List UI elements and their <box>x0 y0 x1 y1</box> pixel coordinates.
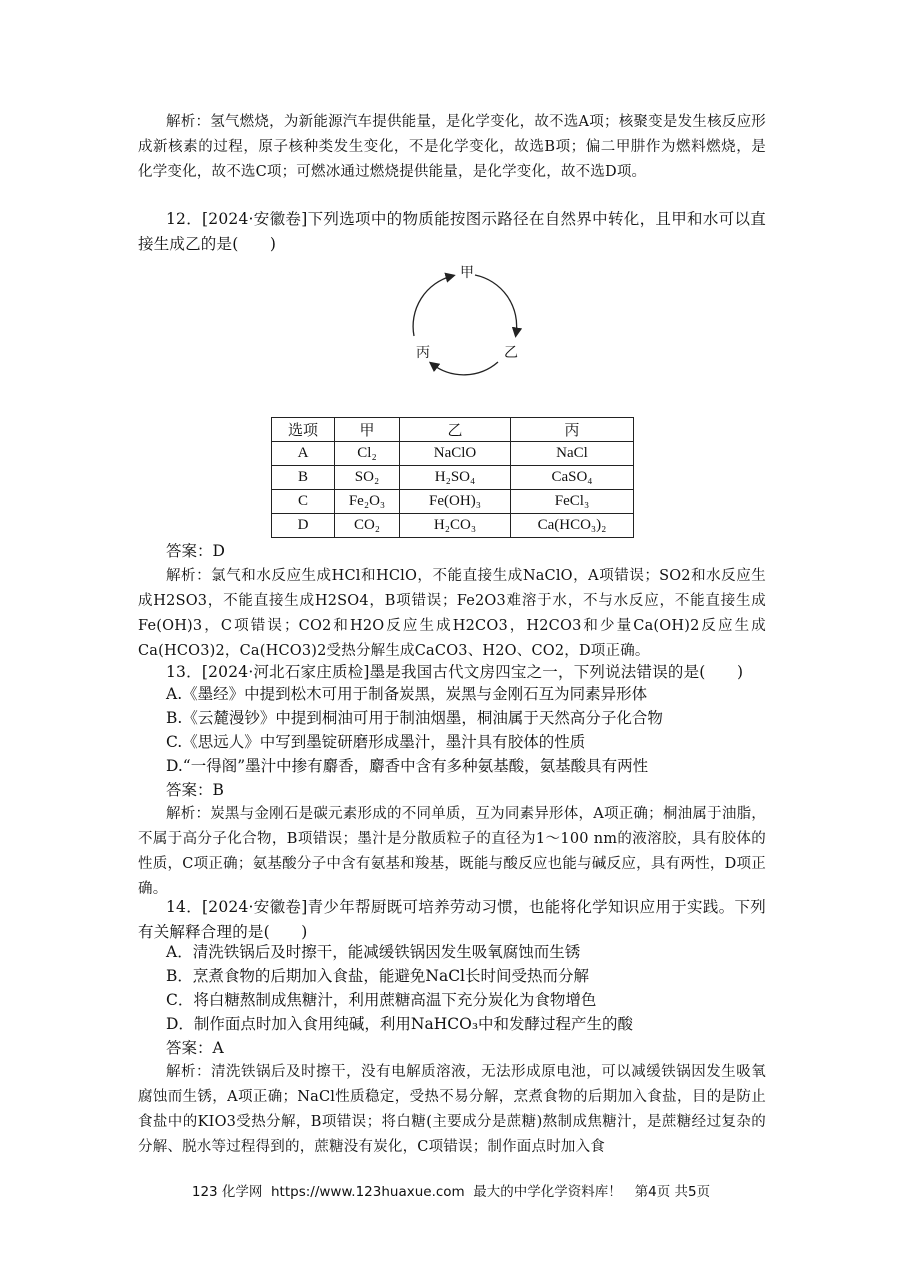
q12-stem-text: 12．[2024·安徽卷]下列选项中的物质能按图示路径在自然界中转化，且甲和水可以直接生成乙的是 <box>138 210 766 253</box>
table-cell: CO₂ <box>335 514 400 538</box>
table-cell: A <box>272 442 335 466</box>
table-header: 甲 <box>335 418 400 442</box>
q13-option-c: C.《思远人》中写到墨锭研磨形成墨汁，墨汁具有胶体的性质 <box>166 733 586 751</box>
options-table <box>271 417 634 538</box>
table-header: 选项 <box>272 418 335 442</box>
page-footer: 123 化学网 https://www.123huaxue.com 最大的中学化学资料库！ 第4页 共5页 <box>191 1184 711 1200</box>
q14-stem <box>138 895 766 945</box>
q11-analysis: 解析：氢气燃烧，为新能源汽车提供能量，是化学变化，故不选A项；核聚变是发生核反应形成新核素的过程，原子核种类发生变化，不是化学变化，故选B项；偏二甲肼作为燃料燃烧，是化学变化，故不选C项；可燃冰通过燃烧提供能量，是化学变化，故不选D项。 <box>138 114 766 180</box>
q13-option-d: D.“一得阁”墨汁中掺有麝香，麝香中含有多种氨基酸，氨基酸具有两性 <box>166 757 649 775</box>
q13-analysis: 解析：炭黑与金刚石是碳元素形成的不同单质，互为同素异形体，A项正确；桐油属于油脂，不属于高分子化合物，B项错误；墨汁是分散质粒子的直径为1～100 nm的液溶胶，具有胶体的性质，C项正确；氨基酸分子中含有氨基和羧基，既能与酸反应也能与碱反应，具有两性，D项正确。 <box>138 806 766 897</box>
q13-answer-paren: ( ) <box>699 663 744 681</box>
table-cell: B <box>272 466 335 490</box>
table-cell: NaCl <box>511 442 634 466</box>
q13-option-b: B.《云麓漫钞》中提到桐油可用于制油烟墨，桐油属于天然高分子化合物 <box>166 709 663 727</box>
arrow-jia-to-yi <box>475 275 517 334</box>
q14-option-d: D．制作面点时加入食用纯碱，利用NaHCO₃中和发酵过程产生的酸 <box>166 1015 634 1033</box>
table-cell: D <box>272 514 335 538</box>
label-yi: 乙 <box>504 345 518 361</box>
q14-stem-text: 14．[2024·安徽卷]青少年帮厨既可培养劳动习惯，也能将化学知识应用于实践。下列有关解释合理的是 <box>138 898 766 941</box>
q13-answer: 答案：B <box>166 781 224 799</box>
q14-analysis: 解析：清洗铁锅后及时擦干，没有电解质溶液，无法形成原电池，可以减缓铁锅因发生吸氧腐蚀而生锈，A项正确；NaCl性质稳定，受热不易分解，烹煮食物的后期加入食盐，目的是防止食盐中的KIO3受热分解，B项错误；将白糖(主要成分是蔗糖)熬制成焦糖汁，是蔗糖经过复杂的分解、脱水等过程得到的，蔗糖没有炭化，C项错误；制作面点时加入食 <box>138 1064 766 1155</box>
q13-option-a: A.《墨经》中提到松木可用于制备炭黑，炭黑与金刚石互为同素异形体 <box>166 685 648 703</box>
table-cell: SO₂ <box>335 466 400 490</box>
q14-answer: 答案：A <box>166 1039 224 1057</box>
table-cell: C <box>272 490 335 514</box>
q12-analysis: 解析：氯气和水反应生成HCl和HClO，不能直接生成NaClO，A项错误；SO2和水反应生成H2SO3，不能直接生成H2SO4，B项错误；Fe2O3难溶于水，不与水反应，不能直接生成Fe(OH)3，C项错误；CO2和H2O反应生成H2CO3，H2CO3和少量Ca(OH)2反应生成Ca(HCO3)2，Ca(HCO3)2受热分解生成CaCO3、H2O、CO2，D项正确。 <box>138 568 766 659</box>
table-cell: Fe(OH)₃ <box>400 490 511 514</box>
q14-option-c: C．将白糖熬制成焦糖汁，利用蔗糖高温下充分炭化为食物增色 <box>166 991 597 1009</box>
q12-stem <box>138 207 766 257</box>
table-cell: Cl₂ <box>335 442 400 466</box>
label-jia: 甲 <box>460 265 474 281</box>
q12-answer-paren: ( ) <box>232 235 277 253</box>
q14-option-a: A．清洗铁锅后及时擦干，能减缓铁锅因发生吸氧腐蚀而生锈 <box>166 943 581 961</box>
cycle-diagram <box>400 260 530 380</box>
table-cell: H₂CO₃ <box>400 514 511 538</box>
label-bing: 丙 <box>416 345 430 361</box>
table-header: 乙 <box>400 418 511 442</box>
q14-option-b: B．烹煮食物的后期加入食盐，能避免NaCl长时间受热而分解 <box>166 967 590 985</box>
q13-stem-text: 13．[2024·河北石家庄质检]墨是我国古代文房四宝之一，下列说法错误的是 <box>166 663 700 681</box>
table-row <box>272 514 634 538</box>
table-row <box>272 490 634 514</box>
table-row <box>272 466 634 490</box>
table-row <box>272 442 634 466</box>
table-cell: NaClO <box>400 442 511 466</box>
q14-answer-paren: ( ) <box>263 923 308 941</box>
table-header-row <box>272 418 634 442</box>
arrow-yi-to-bing <box>432 362 498 375</box>
table-cell: FeCl₃ <box>511 490 634 514</box>
table-header: 丙 <box>511 418 634 442</box>
q12-answer: 答案：D <box>166 542 225 560</box>
table-cell: Ca(HCO₃)₂ <box>511 514 634 538</box>
table-cell: Fe₂O₃ <box>335 490 400 514</box>
table-cell: H₂SO₄ <box>400 466 511 490</box>
arrow-bing-to-jia <box>413 276 452 336</box>
table-cell: CaSO₄ <box>511 466 634 490</box>
